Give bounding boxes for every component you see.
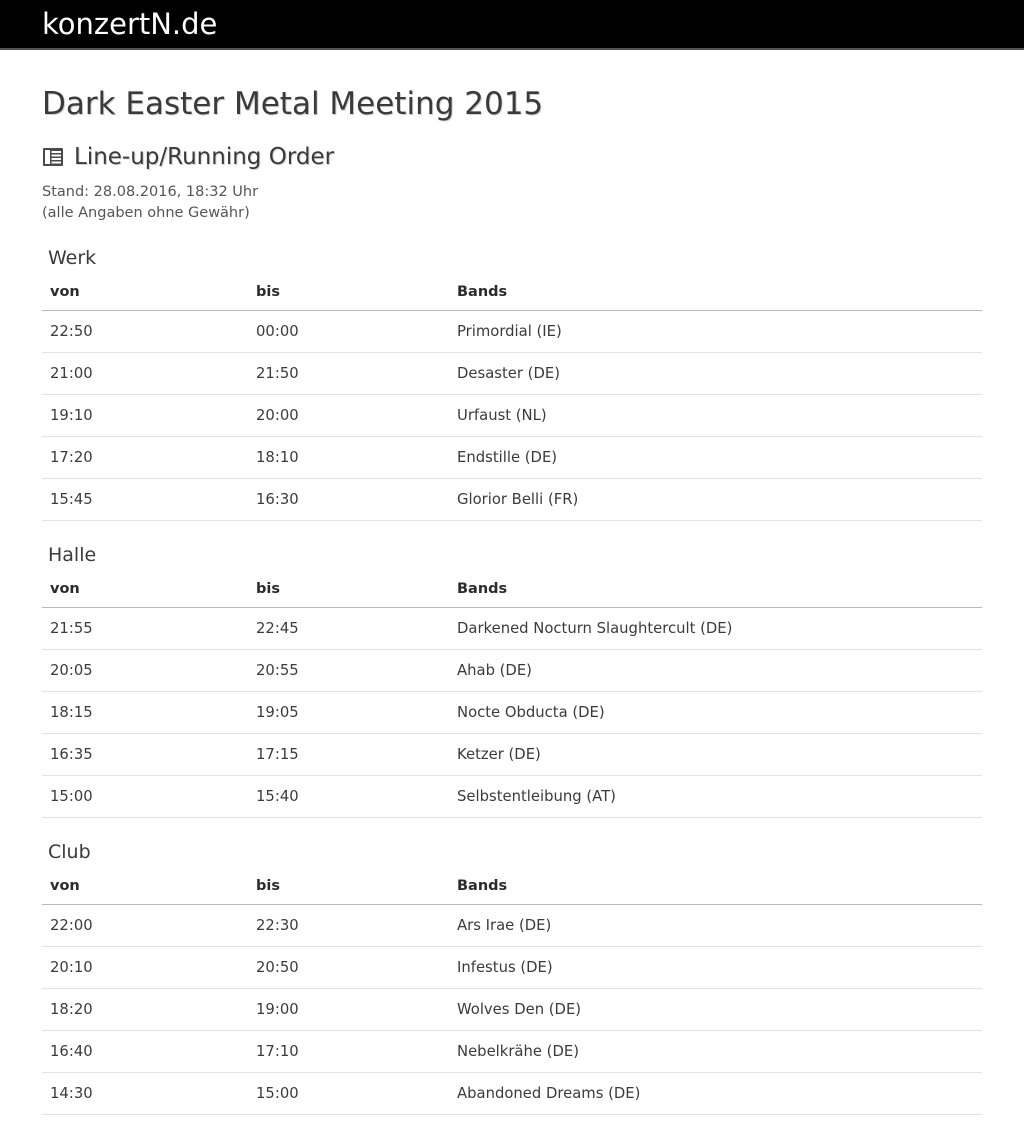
column-header-bis: bis: [248, 276, 449, 311]
table-row: [42, 1031, 982, 1073]
cell-end-time: 15:40: [248, 776, 449, 818]
schedule-table: [42, 870, 982, 1115]
table-row: [42, 947, 982, 989]
table-row: [42, 905, 982, 947]
column-header-bis: bis: [248, 573, 449, 608]
cell-band: Primordial (IE): [449, 311, 982, 353]
table-row: [42, 692, 982, 734]
table-header-row: [42, 870, 982, 905]
cell-start-time: 15:45: [42, 479, 248, 521]
site-logo[interactable]: konzertN.de: [42, 6, 218, 41]
table-row: [42, 650, 982, 692]
cell-end-time: 17:10: [248, 1031, 449, 1073]
cell-band: Ars Irae (DE): [449, 905, 982, 947]
cell-start-time: 21:00: [42, 353, 248, 395]
meta-info: [42, 182, 982, 224]
stage-title: Halle: [48, 544, 97, 566]
disclaimer: (alle Angaben ohne Gewähr): [42, 205, 250, 221]
schedule-table: [42, 276, 982, 521]
cell-end-time: 15:00: [248, 1073, 449, 1115]
list-icon: [42, 146, 64, 168]
table-row: [42, 608, 982, 650]
cell-start-time: 22:00: [42, 905, 248, 947]
cell-end-time: 20:55: [248, 650, 449, 692]
cell-start-time: 14:30: [42, 1073, 248, 1115]
schedule-table: [42, 573, 982, 818]
table-row: [42, 311, 982, 353]
cell-start-time: 17:20: [42, 437, 248, 479]
cell-start-time: 19:10: [42, 395, 248, 437]
column-header-von: von: [42, 573, 248, 608]
cell-start-time: 18:15: [42, 692, 248, 734]
cell-band: Nocte Obducta (DE): [449, 692, 982, 734]
cell-band: Infestus (DE): [449, 947, 982, 989]
cell-band: Desaster (DE): [449, 353, 982, 395]
column-header-bands: Bands: [449, 573, 982, 608]
column-header-bands: Bands: [449, 276, 982, 311]
table-header-row: [42, 276, 982, 311]
stage-section-club: [42, 840, 982, 1115]
top-navigation-bar: [0, 0, 1024, 50]
cell-end-time: 19:00: [248, 989, 449, 1031]
cell-end-time: 20:00: [248, 395, 449, 437]
cell-end-time: 18:10: [248, 437, 449, 479]
table-row: [42, 353, 982, 395]
cell-end-time: 22:30: [248, 905, 449, 947]
cell-end-time: 19:05: [248, 692, 449, 734]
table-row: [42, 989, 982, 1031]
table-header-row: [42, 573, 982, 608]
cell-start-time: 22:50: [42, 311, 248, 353]
table-row: [42, 1073, 982, 1115]
cell-start-time: 21:55: [42, 608, 248, 650]
cell-band: Abandoned Dreams (DE): [449, 1073, 982, 1115]
page-title: Dark Easter Metal Meeting 2015: [42, 86, 544, 122]
cell-end-time: 20:50: [248, 947, 449, 989]
stage-section-halle: [42, 543, 982, 818]
cell-start-time: 18:20: [42, 989, 248, 1031]
section-title: Line-up/Running Order: [74, 144, 335, 170]
stage-section-werk: [42, 246, 982, 521]
table-row: [42, 776, 982, 818]
cell-end-time: 16:30: [248, 479, 449, 521]
cell-start-time: 16:40: [42, 1031, 248, 1073]
cell-band: Selbstentleibung (AT): [449, 776, 982, 818]
cell-end-time: 22:45: [248, 608, 449, 650]
cell-start-time: 15:00: [42, 776, 248, 818]
cell-band: Ketzer (DE): [449, 734, 982, 776]
section-header: [42, 144, 982, 170]
table-row: [42, 437, 982, 479]
page-content: [0, 86, 1024, 1133]
table-row: [42, 479, 982, 521]
column-header-von: von: [42, 276, 248, 311]
cell-end-time: 21:50: [248, 353, 449, 395]
stage-title: Club: [48, 841, 91, 863]
bottom-spacer: [42, 1115, 982, 1133]
cell-start-time: 16:35: [42, 734, 248, 776]
cell-band: Ahab (DE): [449, 650, 982, 692]
stage-title: Werk: [48, 247, 97, 269]
column-header-bands: Bands: [449, 870, 982, 905]
cell-start-time: 20:05: [42, 650, 248, 692]
cell-start-time: 20:10: [42, 947, 248, 989]
table-row: [42, 395, 982, 437]
cell-band: Endstille (DE): [449, 437, 982, 479]
cell-band: Glorior Belli (FR): [449, 479, 982, 521]
column-header-von: von: [42, 870, 248, 905]
cell-band: Darkened Nocturn Slaughtercult (DE): [449, 608, 982, 650]
cell-end-time: 00:00: [248, 311, 449, 353]
column-header-bis: bis: [248, 870, 449, 905]
cell-band: Urfaust (NL): [449, 395, 982, 437]
last-updated: Stand: 28.08.2016, 18:32 Uhr: [42, 184, 259, 200]
cell-band: Nebelkrähe (DE): [449, 1031, 982, 1073]
cell-end-time: 17:15: [248, 734, 449, 776]
table-row: [42, 734, 982, 776]
cell-band: Wolves Den (DE): [449, 989, 982, 1031]
